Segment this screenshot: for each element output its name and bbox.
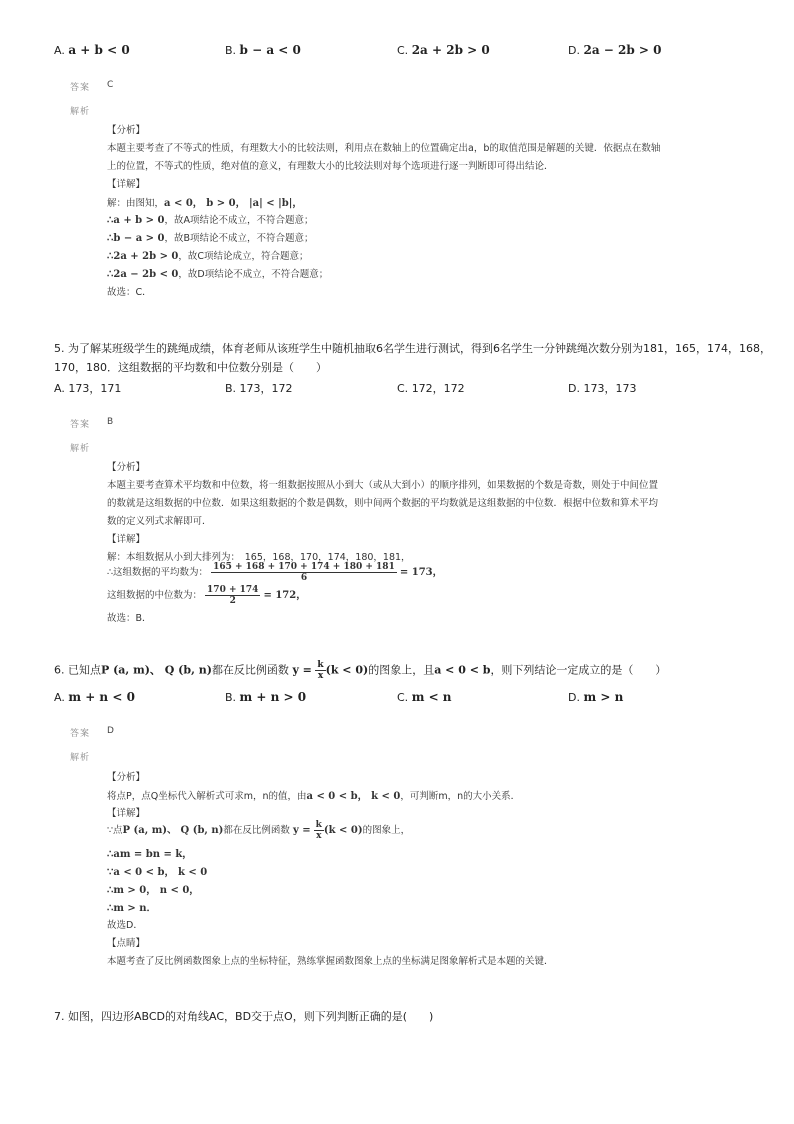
q6-detail-line: ∴m > n． <box>107 903 157 914</box>
q5-option-a: A. 173，171 <box>54 382 122 395</box>
q4-option-a: A. a + b < 0 <box>54 43 130 57</box>
q6-conclusion: 故选D． <box>107 920 143 931</box>
q6-option-d: D. m > n <box>568 690 624 704</box>
q6-answer: D <box>107 726 114 736</box>
q4-conclusion: 故选：C． <box>107 287 152 298</box>
q6-function-fraction: $\frac{k}{x}$ <box>317 660 324 681</box>
q6-detail-line: ∵点P (a, m)、 Q (b, n)都在反比例函数 y = $\frac{k}{x}$ (k < 0)的图象上， <box>107 820 411 841</box>
q4-detail-line: ∴2a + 2b > 0，故C项结论成立，符合题意； <box>107 251 309 262</box>
q7-question: 7. 如图，四边形ABCD的对角线AC，BD交于点O，则下列判断正确的是( ) <box>54 1010 434 1023</box>
q4-detail-line: ∴a + b > 0，故A项结论不成立，不符合题意； <box>107 215 314 226</box>
q4-detail-line: ∴2a − 2b < 0，故D项结论不成立，不符合题意； <box>107 269 329 280</box>
q4-option-c: C. 2a + 2b > 0 <box>397 43 490 57</box>
q5-analysis-tag: 解析 <box>70 444 91 454</box>
q5-answer-tag: 答案 <box>70 420 91 430</box>
q4-detail-heading: 【详解】 <box>107 179 146 190</box>
q5-option-b: B. 173，172 <box>225 382 293 395</box>
q4-analysis-text: 本题主要考查了不等式的性质，有理数大小的比较法则，利用点在数轴上的位置确定出a，b的取值范围是解题的关键．依据点在数轴 <box>107 143 661 154</box>
q6-analysis-text: 将点P，点Q坐标代入解析式可求m，n的值，由a < 0 < b， k < 0，可判断m，n的大小关系． <box>107 791 521 802</box>
q4-analysis-heading: 【分析】 <box>107 125 146 136</box>
q6-remark-text: 本题考查了反比例函数图象上点的坐标特征，熟练掌握函数图象上点的坐标满足图象解析式是本题的关键． <box>107 956 554 967</box>
q5-option-c: C. 172，172 <box>397 382 465 395</box>
q6-option-c: C. m < n <box>397 690 452 704</box>
q5-option-d: D. 173，173 <box>568 382 637 395</box>
q5-conclusion: 故选：B． <box>107 613 152 624</box>
q5-detail-line: 解：本组数据从小到大排列为： 165，168，170，174，180，181， <box>107 552 411 563</box>
q4-detail-line: ∴b − a > 0，故B项结论不成立，不符合题意； <box>107 233 314 244</box>
q5-median-fraction: $\frac{170 + 174}{2}$ <box>207 585 259 606</box>
q5-analysis-text: 数的定义列式求解即可． <box>107 516 212 527</box>
q4-analysis-tag: 解析 <box>70 107 91 117</box>
q6-detail-line: ∴am = bn = k， <box>107 849 193 860</box>
q6-analysis-tag: 解析 <box>70 753 91 763</box>
q5-mean-fraction: $\frac{165 + 168 + 170 + 174 + 180 + 181}{6}$ <box>213 562 395 583</box>
q6-analysis-heading: 【分析】 <box>107 772 146 783</box>
q5-question-line1: 5. 为了解某班级学生的跳绳成绩，体育老师从该班学生中随机抽取6名学生进行测试，得到6名学生一分钟跳绳次数分别为181，165，174，168， <box>54 342 771 355</box>
q4-option-d: D. 2a − 2b > 0 <box>568 43 662 57</box>
q6-question: 6. 已知点P (a, m)、 Q (b, n)都在反比例函数 y = $\frac{k}{x}$ (k < 0)的图象上，且a < 0 < b，则下列结论一定成立的是（ ） <box>54 660 667 681</box>
q4-analysis-text: 上的位置，不等式的性质，绝对值的意义，有理数大小的比较法则对每个选项进行逐一判断即可得出结论． <box>107 161 554 172</box>
q6-detail-line: ∵a < 0 < b， k < 0 <box>107 867 208 878</box>
q4-answer-tag: 答案 <box>70 83 91 93</box>
q6-detail-line: ∴m > 0， n < 0， <box>107 885 200 896</box>
q6-remark-heading: 【点睛】 <box>107 938 146 949</box>
q5-answer: B <box>107 417 114 427</box>
q4-answer: C <box>107 80 114 90</box>
q5-detail-heading: 【详解】 <box>107 534 146 545</box>
q6-option-a: A. m + n < 0 <box>54 690 135 704</box>
q4-detail-line: 解：由图知，a < 0， b > 0， |a| < |b|， <box>107 198 303 209</box>
q6-detail-heading: 【详解】 <box>107 808 146 819</box>
q5-mean-line: ∴这组数据的平均数为： $\frac{165 + 168 + 170 + 174 + 180 + 181}{6}$ = 173， <box>107 562 443 583</box>
q5-analysis-heading: 【分析】 <box>107 462 146 473</box>
q5-analysis-text: 的数就是这组数据的中位数．如果这组数据的个数是偶数，则中间两个数据的平均数就是这组数据的中位数．根据中位数和算术平均 <box>107 498 659 509</box>
q6-answer-tag: 答案 <box>70 729 91 739</box>
q6-detail-fraction: $\frac{k}{x}$ <box>315 820 322 841</box>
q4-option-b: B. b − a < 0 <box>225 43 301 57</box>
q5-analysis-text: 本题主要考查算术平均数和中位数，将一组数据按照从小到大（或从大到小）的顺序排列，如果数据的个数是奇数，则处于中间位置 <box>107 480 659 491</box>
q5-median-line: 这组数据的中位数为： $\frac{170 + 174}{2}$ = 172， <box>107 585 307 606</box>
q5-question-line2: 170，180．这组数据的平均数和中位数分别是（ ） <box>54 361 327 374</box>
q6-option-b: B. m + n > 0 <box>225 690 307 704</box>
